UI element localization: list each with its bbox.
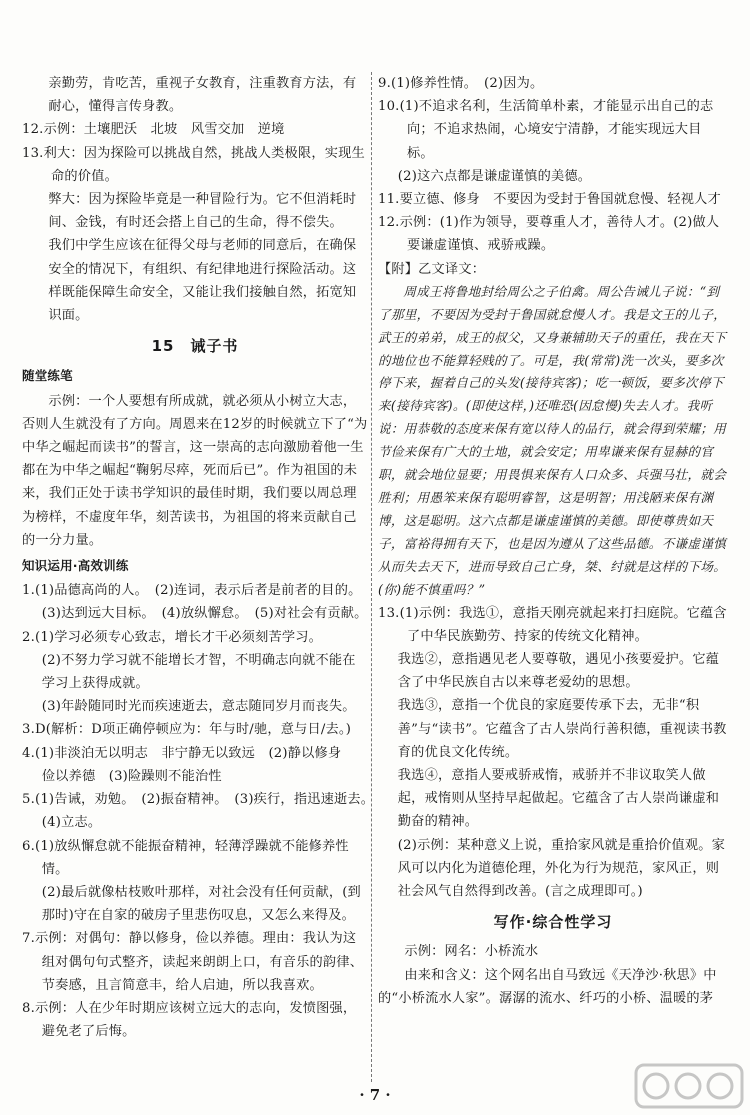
translation-text: 周成王将鲁地封给周公之子伯禽。周公告诫儿子说：“到了那里，不要因为受封于鲁国就怠慢人才。我是文王的儿子，武王的弟弟，成王的叔父，又身兼辅助天子的重任，我在天下的地位也不能算轻贱的了。可是，我(常常)洗一次头，要多次停下来，握着自己的头发(接待宾客)；吃一顿饭，要多次停下来(接待宾客)。(即使这样，)还唯恐(因怠慢)失去人才。我听说：用恭敬的态度来保有宽以待人的品行，就会得到荣耀；用节俭来保有广大的土地，就会安定；用卑谦来保有显赫的官职，就会地位显要；用畏惧来保有人口众多、兵强马壮，就会胜利；用愚笨来保有聪明睿智，这是明智；用浅陋来保有渊博，这是聪明。这六点都是谦虚谨慎的美德。即使尊贵如天子，富裕得拥有天下，也是因为遵从了这些品德。不谦虚谨慎从而失去天下，进而导致自己亡身，桀、纣就是这样的下场。(你)能不慎重吗？” <box>378 283 727 597</box>
section-heading-training: 知识运用·高效训练 <box>22 558 129 574</box>
appendix-label: 【附】乙文译文： <box>378 261 486 277</box>
answer-6-1: 6.(1)放纵懈怠就不能振奋精神，轻薄浮躁就不能修养性情。 <box>22 838 349 877</box>
answer-8: 8.示例：人在少年时期应该树立远大的志向，发愤图强，避免老了后悔。 <box>22 1000 357 1040</box>
answer-10-1: 10.(1)不追求名利，生活简单朴素，才能显示出自己的志向；不追求热闹，心境安宁清静，才能实现远大目标。 <box>378 99 714 161</box>
answer-13-1: 13.(1)示例：我选①，意指天刚亮就起来打扫庭院。它蕴含了中华民族勤劳、持家的传统文化精神。 <box>378 605 727 644</box>
answer-13-option-4: 我选④，意指人要戒骄戒惰，戒骄并不非议取笑人做起，戒惰则从坚持早起做起。它蕴含了古人崇尚谦虚和勤奋的精神。 <box>397 767 720 830</box>
answer-2-1: 2.(1)学习必须专心致志，增长才干必须刻苦学习。 <box>22 629 323 645</box>
answer-6-2: (2)最后就像枯枝败叶那样，对社会没有任何贡献，(到那时)守在自家的破房子里悲伤叹息，又怎么来得及。 <box>41 884 361 924</box>
left-column <box>22 72 381 1043</box>
answer-13-advice: 我们中学生应该在征得父母与老师的同意后，在确保安全的情况下，有组织、有纪律地进行探险活动。这样既能保障生命安全，又能让我们接触自然，拓宽知识面。 <box>48 238 357 324</box>
answer-13: 13.利大：因为探险可以挑战自然，挑战人类极限，实现生命的价值。 <box>22 145 365 184</box>
answer-13-cons: 弊大：因为探险毕竟是一种冒险行为。它不但消耗时间、金钱，有时还会搭上自己的生命，得不偿失。 <box>48 192 357 231</box>
answer-4: 4.(1)非淡泊无以明志 非宁静无以致远 (2)静以修身 俭以养德 (3)险躁则不能治性 <box>22 745 355 784</box>
answer-10-2: (2)这六点都是谦虚谨慎的美德。 <box>397 168 592 184</box>
lesson-title: 15 诫子书 <box>151 337 239 356</box>
answer-7: 7.示例：对偶句：静以修身，俭以养德。理由：我认为这组对偶句句式整齐，读起来朗朗上口，有音乐的韵律、节奏感，且言简意丰，给人启迪，所以我喜欢。 <box>22 931 364 993</box>
answer-5: 5.(1)告诫，劝勉。 (2)振奋精神。 (3)疾行，指迅速逝去。 (4)立志。 <box>22 792 381 831</box>
answer-13-option-3: 我选③，意指一个优良的家庭要传承下去，无非“积善”与“读书”。它蕴含了古人崇尚行善积德，重视读书教育的优良文化传统。 <box>397 698 727 760</box>
answer-2-3: (3)年龄随同时光而疾速逝去，意志随同岁月而丧失。 <box>41 699 356 715</box>
column-divider <box>371 72 372 1082</box>
writing-explanation: 由来和含义：这个网名出自马致远《天净沙·秋思》中的“小桥流水人家”。潺潺的流水、纤巧的小桥、温暖的茅 <box>378 967 717 1006</box>
answer-12: 12.示例：土壤肥沃 北坡 风雪交加 逆境 <box>22 122 285 138</box>
answer-13-2: (2)示例：某种意义上说，重拾家风就是重拾价值观。家风可以内化为道德伦理，外化为行为规范，家风正，则社会风气自然得到改善。(言之成理即可。) <box>397 837 725 899</box>
answer-9: 9.(1)修养性情。 (2)因为。 <box>378 76 544 91</box>
page-number: · 7 · <box>359 1086 391 1104</box>
writing-section-title: 写作·综合性学习 <box>493 913 613 932</box>
answer-11: 11.要立德、修身 不要因为受封于鲁国就怠慢、轻视人才 <box>378 192 721 208</box>
right-column <box>378 72 728 1010</box>
text-continued: 亲勤劳，肯吃苦，重视子女教育，注重教育方法，有耐心，懂得言传身教。 <box>48 76 357 115</box>
essay-example: 示例：一个人要想有所成就，就必须从小树立大志，否则人生就没有了方向。周恩来在12岁的时候就立下了“为中华之崛起而读书”的誓言，这一崇高的志向激励着他一生都在为中华之崛起“鞠躬尽瘁，死而后已”。作为祖国的未来，我们正处于读书学知识的最佳时期，我们要以周总理为榜样，不虚度年华，刻苦读书，为祖国的将来贡献自己的一分力量。 <box>22 393 368 548</box>
answer-13-option-2: 我选②，意指遇见老人要尊敬，遇见小孩要爱护。它蕴含了中华民族自古以来尊老爱幼的思想。 <box>397 651 720 691</box>
watermark-logo-icon <box>634 1061 744 1111</box>
section-heading-practice: 随堂练笔 <box>22 368 73 384</box>
writing-example: 示例：网名：小桥流水 <box>404 944 539 960</box>
answer-1: 1.(1)品德高尚的人。 (2)连词，表示后者是前者的目的。 (3)达到远大目标。 (4)放纵懈怠。 (5)对社会有贡献。 <box>22 583 369 622</box>
answer-2-2: (2)不努力学习就不能增长才智，不明确志向就不能在学习上获得成就。 <box>41 652 356 692</box>
answer-12-right: 12.示例：(1)作为领导，要尊重人才，善待人才。(2)做人要谦虚谨慎、戒骄戒躁。 <box>378 215 720 254</box>
answer-3: 3.D(解析：D项正确停顿应为：年与时/驰，意与日/去。) <box>22 722 352 738</box>
